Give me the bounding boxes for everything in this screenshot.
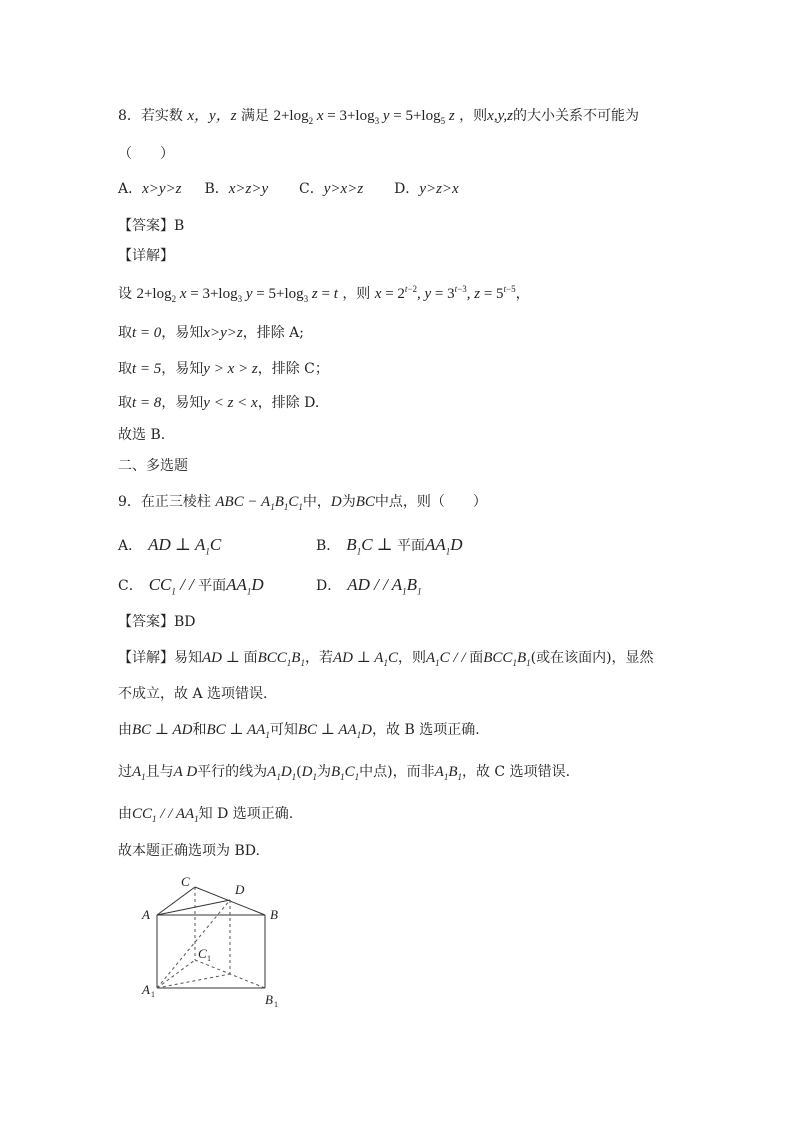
label-b: B bbox=[270, 907, 278, 922]
q8-case-2: 取t = 5，易知y > x > z，排除 C； bbox=[118, 361, 329, 377]
q9-detail-4: 由$CC_1$ / / $AA_1$知 D 选项正确. bbox=[118, 806, 294, 824]
label-a1: A bbox=[142, 982, 150, 997]
label-c1: C bbox=[198, 946, 207, 961]
q9-detail-1: 【详解】易知AD ⊥ 面$BCC_1B_1$，若AD ⊥ $A_1C$，则$A_1C$ / / 面$BCC_1B_1$(或在该面内)，显然 bbox=[118, 650, 654, 668]
q9-option-d: D． AD / / $A_1B_1$ bbox=[316, 575, 422, 597]
q8-option-a: A．x>y>z bbox=[118, 181, 182, 197]
q8-conclusion: 故选 B. bbox=[118, 427, 166, 443]
label-c: C bbox=[181, 874, 190, 889]
q9-detail-5: 故本题正确选项为 BD. bbox=[118, 843, 260, 859]
q8-detail-tag: 【详解】 bbox=[118, 248, 174, 264]
q9-detail-1b: 不成立，故 A 选项错误. bbox=[118, 686, 268, 702]
label-a: A bbox=[142, 907, 150, 922]
label-d: D bbox=[235, 882, 245, 897]
q9-stem: 9．在正三棱柱 ABC − $A_1B_1C_1$中，D为BC中点，则（ ） bbox=[118, 494, 487, 512]
q8-answer: 【答案】B bbox=[118, 218, 185, 234]
label-a1-sub: 1 bbox=[151, 990, 155, 999]
q9-option-a: A． AD ⊥ $A_1C$ bbox=[118, 535, 222, 557]
q8-option-c: C．y>x>z bbox=[299, 181, 364, 197]
label-b1-sub: 1 bbox=[274, 1000, 278, 1009]
section-title: 二、多选题 bbox=[118, 458, 188, 474]
q8-solution-setup: 设 $2+\log_2$ $x = 3+\log_3$ $y = 5+\log_3$ z = t ，则 $x = 2^{t-2}$, $y = 3^{t-3}$, $z = 5^{t-5}$， bbox=[118, 284, 530, 304]
label-b1: B bbox=[265, 992, 273, 1007]
q8-case-1: 取t = 0，易知x>y>z，排除 A; bbox=[118, 325, 304, 341]
label-c1-sub: 1 bbox=[207, 954, 211, 963]
q8-stem: 8．若实数 x，y，z 满足 $2+\log_2$ $x = 3+\log_3$ $y = 5+\log_5$ z ，则x,y,z的大小关系不可能为 bbox=[118, 108, 639, 126]
q8-vars: x，y，z bbox=[187, 108, 237, 124]
q9-answer: 【答案】BD bbox=[118, 614, 196, 630]
q9-detail-3: 过$A_1$且与A D平行的线为$A_1D_1(D_1$为$B_1C_1$中点)，而非$A_1B_1$，故 C 选项错误. bbox=[118, 764, 571, 782]
q8-option-d: D．y>z>x bbox=[394, 181, 459, 197]
prism-figure bbox=[130, 870, 310, 1010]
q8-case-3: 取t = 8，易知y < z < x，排除 D. bbox=[118, 395, 320, 411]
q9-options-row-1 bbox=[118, 535, 221, 556]
q9-option-c: C． $CC_1$ / / 平面$AA_1D$ bbox=[118, 575, 264, 597]
q9-option-b: B． $B_1C$ ⊥ 平面$AA_1D$ bbox=[316, 535, 463, 557]
q8-condition: $2+\log_2$ $x = 3+\log_3$ $y = 5+\log_5$ z bbox=[273, 108, 455, 126]
q8-options bbox=[118, 179, 459, 199]
q9-detail-2: 由BC ⊥ AD和BC ⊥ $AA_1$可知BC ⊥ $AA_1D$，故 B 选项正确. bbox=[118, 722, 480, 740]
q8-option-b: B．x>z>y bbox=[204, 181, 269, 197]
q8-paren: （ ） bbox=[118, 146, 174, 162]
